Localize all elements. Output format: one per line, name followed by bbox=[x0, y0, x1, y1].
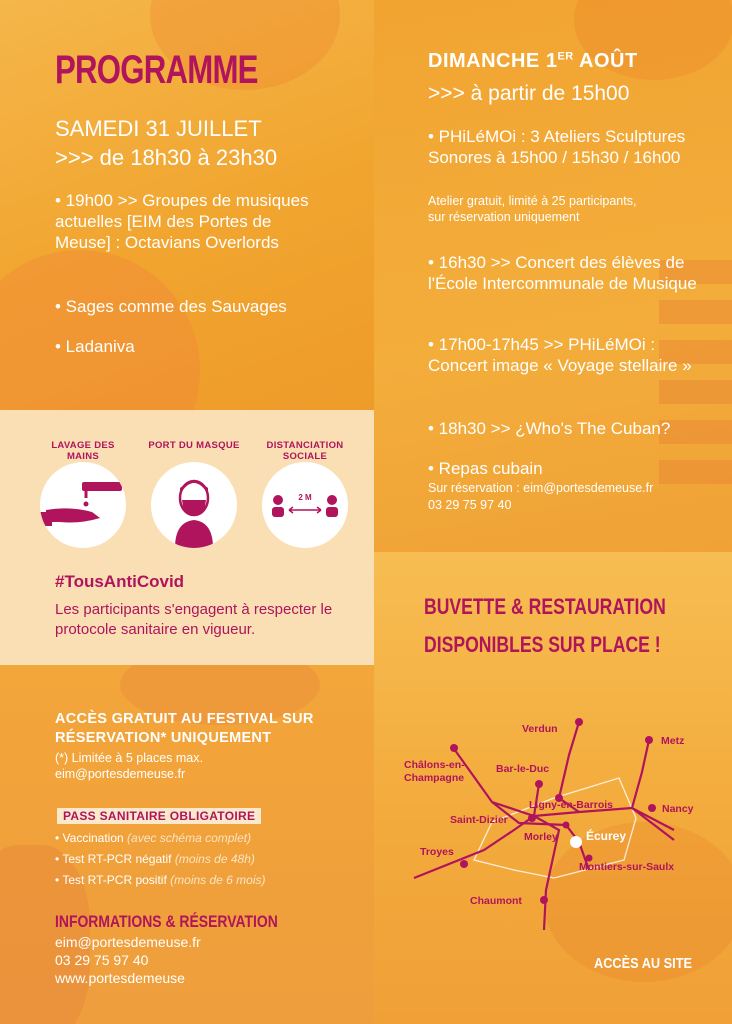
pass-item: • Test RT-PCR négatif (moins de 48h) bbox=[55, 852, 255, 866]
mask-label: PORT DU MASQUE bbox=[148, 440, 240, 451]
sunday-time: >>> à partir de 15h00 bbox=[428, 82, 630, 105]
sunday-date: DIMANCHE 1ER AOÛT bbox=[428, 50, 638, 72]
map-dot-nancy bbox=[648, 804, 656, 812]
saturday-time: >>> de 18h30 à 23h30 bbox=[55, 145, 278, 170]
map-road bbox=[414, 784, 539, 878]
pass-item: • Vaccination (avec schéma complet) bbox=[55, 831, 252, 845]
map-dot-saintdizier bbox=[528, 814, 536, 822]
access-note: (*) Limitée à 5 places max. bbox=[55, 751, 203, 765]
info-website[interactable]: www.portesdemeuse bbox=[55, 970, 185, 986]
buvette-title: BUVETTE & RESTAURATION bbox=[424, 594, 666, 619]
map-label-chaumont: Chaumont bbox=[470, 895, 522, 907]
buvette-title: DISPONIBLES SUR PLACE ! bbox=[424, 632, 661, 657]
info-phone: 03 29 75 97 40 bbox=[55, 952, 149, 968]
access-title: ACCÈS GRATUIT AU FESTIVAL SUR bbox=[55, 711, 314, 727]
map-dot-morley bbox=[563, 822, 570, 829]
map-label-saintdizier: Saint-Dizier bbox=[450, 814, 508, 826]
map-label-verdun: Verdun bbox=[522, 723, 558, 735]
map-label-morley: Morley bbox=[524, 831, 558, 843]
map-dot-ecurey bbox=[570, 836, 582, 848]
pass-item: • Test RT-PCR positif (moins de 6 mois) bbox=[55, 873, 266, 887]
hand-wash-label: LAVAGE DES MAINS bbox=[51, 440, 115, 462]
map-dot-troyes bbox=[460, 860, 468, 868]
sunday-item-note: Sur réservation : eim@portesdemeuse.fr bbox=[428, 481, 654, 495]
mask-icon bbox=[151, 462, 237, 548]
sunday-item-note: 03 29 75 97 40 bbox=[428, 498, 512, 512]
pass-sanitaire-label: PASS SANITAIRE OBLIGATOIRE bbox=[57, 808, 261, 824]
map-label-chalons: Châlons-en- bbox=[404, 759, 465, 771]
map-dot-chaumont bbox=[540, 896, 548, 904]
map-dot-chalons bbox=[450, 744, 458, 752]
decorative-circle bbox=[0, 250, 200, 410]
hand-wash-badge bbox=[37, 440, 129, 548]
saturday-date: SAMEDI 31 JUILLET bbox=[55, 116, 262, 141]
map-label-chalons: Champagne bbox=[404, 772, 465, 784]
map-label-montiers: Montiers-sur-Saulx bbox=[579, 861, 675, 873]
map-dot-verdun bbox=[575, 718, 583, 726]
saturday-item: • 19h00 >> Groupes de musiques actuelles [EIM des Portes de Meuse] : Octavians Overlords bbox=[55, 191, 309, 252]
sunday-item-note: sur réservation uniquement bbox=[428, 210, 580, 224]
map-dot-barleduc bbox=[535, 780, 543, 788]
map-label-ligny: Ligny-en-Barrois bbox=[529, 799, 614, 811]
map-label-metz: Metz bbox=[661, 735, 685, 747]
map-label-ecurey: Écurey bbox=[586, 829, 627, 843]
covid-text: Les participants s'engagent à respecter le protocole sanitaire en vigueur. bbox=[55, 601, 333, 638]
saturday-item: • Sages comme des Sauvages bbox=[55, 297, 287, 316]
info-email[interactable]: eim@portesdemeuse.fr bbox=[55, 934, 201, 950]
page-title: PROGRAMME bbox=[55, 48, 258, 92]
sunday-item: • 16h30 >> Concert des élèves de l'École Intercommunale de Musique bbox=[428, 253, 697, 293]
mask-badge bbox=[148, 440, 240, 548]
access-map bbox=[374, 700, 732, 930]
map-label-troyes: Troyes bbox=[420, 846, 454, 858]
sunday-item-note: Atelier gratuit, limité à 25 participants, bbox=[428, 194, 637, 208]
covid-hashtag: #TousAntiCovid bbox=[55, 572, 185, 591]
distance-label: DISTANCIATION SOCIALE bbox=[266, 440, 344, 462]
map-label-barleduc: Bar-le-Duc bbox=[496, 763, 550, 775]
access-title: RÉSERVATION* UNIQUEMENT bbox=[55, 730, 272, 746]
distance-icon bbox=[262, 462, 348, 548]
sunday-item: • Repas cubain bbox=[428, 459, 543, 478]
map-dot-metz bbox=[645, 736, 653, 744]
sunday-item: • 18h30 >> ¿Who's The Cuban? bbox=[428, 419, 671, 438]
hand-wash-icon bbox=[40, 462, 126, 548]
distance-badge-text: 2 M bbox=[298, 493, 312, 502]
map-road bbox=[632, 740, 649, 808]
map-access-label: ACCÈS AU SITE bbox=[594, 955, 693, 972]
access-email[interactable]: eim@portesdemeuse.fr bbox=[55, 767, 186, 781]
saturday-item: • Ladaniva bbox=[55, 337, 135, 356]
info-title: INFORMATIONS & RÉSERVATION bbox=[55, 912, 278, 931]
map-label-nancy: Nancy bbox=[662, 803, 694, 815]
sunday-item: • 17h00-17h45 >> PHiLéMOi : Concert image « Voyage stellaire » bbox=[428, 335, 692, 375]
sunday-item: • PHiLéMOi : 3 Ateliers Sculptures Sonores à 15h00 / 15h30 / 16h00 bbox=[428, 127, 686, 167]
distance-badge bbox=[259, 440, 351, 548]
